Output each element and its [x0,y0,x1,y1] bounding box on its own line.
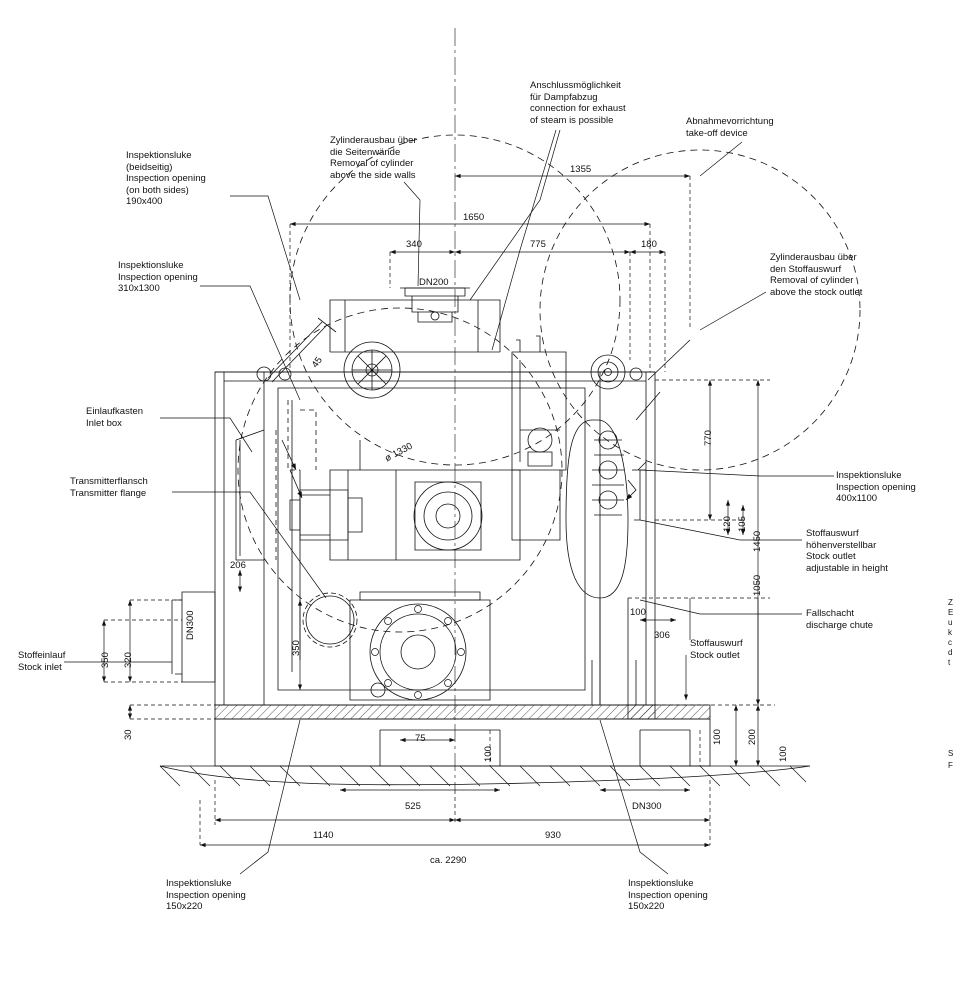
label-cylinder-removal-side-walls [330,135,417,181]
text-line: Stock outlet [690,649,740,661]
text-line: Inspektionsluke [836,470,902,481]
text-line: Stock outlet [806,551,856,562]
label-inspection-opening-both-sides [126,150,206,208]
text-line: Inspektionsluke [118,260,184,271]
label-take-off-device [686,116,774,139]
dim-350-inlet: 350 [100,652,111,668]
dim-100-chute: 100 [630,607,646,618]
label-inspection-opening-310x1300 [118,260,198,295]
text-line: Inspection opening [836,481,916,493]
text-line: Stoffauswurf [806,528,859,539]
text-line: Zylinderausbau über [770,252,857,263]
dim-100-right: 100 [712,729,723,745]
dim-340: 340 [406,239,422,250]
text-line: Inspection opening [166,889,246,901]
dim-206: 206 [230,560,246,571]
dim-diameter-1330: ø 1330 [383,440,415,465]
label-stock-outlet [690,638,743,661]
dim-350-mid: 350 [291,640,302,656]
dim-200: 200 [747,729,758,745]
text-line: of steam is possible [530,114,614,126]
text-line: k [948,628,952,637]
dim-1650: 1650 [463,212,485,223]
text-line: Inspection opening [118,271,198,283]
text-line: 150x220 [166,901,203,912]
text-line: Einlaufkasten [86,406,144,417]
text-line: take-off device [686,127,748,139]
label-inlet-box [86,406,143,429]
text-line: die Seitenwände [330,146,401,158]
dim-75: 75 [415,733,426,744]
text-line: Inspection opening [628,889,708,901]
label-inspection-opening-150x220-left [166,878,246,913]
dim-120: 120 [722,516,733,532]
text-line: Z [948,598,953,607]
label-transmitter-flange [70,476,148,499]
label-inspection-opening-150x220-right [628,878,708,913]
dim-dn200-top: DN200 [419,277,449,288]
text-line: connection for exhaust [530,103,626,114]
text-line: Stoffeinlauf [18,650,66,661]
text-line: Stoffauswurf [690,638,743,649]
label-inspection-opening-400x1100 [836,470,916,505]
text-line: F [948,761,953,770]
dim-30: 30 [123,729,134,740]
text-line: above the stock outlet [770,286,863,298]
dim-180: 180 [641,239,657,250]
dim-dn300-bottom: DN300 [632,801,662,812]
dim-45: 45 [309,355,325,370]
text-line: Zylinderausbau über [330,135,417,146]
dim-1050: 1050 [752,574,763,596]
text-line: den Stoffauswurf [770,263,842,275]
text-line: c [948,638,952,647]
dim-100-base: 100 [483,746,494,762]
dim-1140: 1140 [313,830,334,841]
text-line: Anschlussmöglichkeit [530,80,621,91]
label-right-margin-note-top [948,598,953,668]
text-line: E [948,608,954,617]
label-stock-inlet [18,650,65,673]
text-line: above the side walls [330,169,416,181]
text-line: Abnahmevorrichtung [686,116,774,127]
text-line: 310x1300 [118,283,160,294]
text-line: Removal of cylinder [770,275,854,286]
text-line: discharge chute [806,619,874,631]
label-cylinder-removal-stock-outlet [770,252,862,298]
text-line: (beidseitig) [126,161,173,173]
dim-1450: 1450 [752,530,763,552]
dim-525: 525 [405,801,421,812]
text-line: adjustable in height [806,562,888,574]
text-line: Transmitter flange [70,487,147,499]
dim-dn300-left: DN300 [185,610,196,640]
text-line: Inspection opening [126,173,206,184]
text-line: 400x1100 [836,493,878,504]
text-line: Inspektionsluke [166,878,232,889]
text-line: Stock inlet [18,661,62,673]
dim-100-lower-right: 100 [778,746,789,762]
dim-770: 770 [703,430,714,446]
text-line: für Dampfabzug [530,91,598,103]
dim-ca-2290: ca. 2290 [430,855,467,866]
text-line: t [948,658,951,667]
text-line: Inspektionsluke [126,150,192,161]
dim-320: 320 [123,652,134,668]
text-line: Removal of cylinder [330,158,414,169]
dim-775: 775 [530,239,546,250]
dim-306: 306 [654,630,670,641]
text-line: (on both sides) [126,184,189,196]
text-line: Transmitterflansch [70,476,148,487]
dim-1355: 1355 [570,164,592,175]
text-line: S [948,749,954,758]
text-line: Fallschacht [806,608,855,619]
text-line: 190x400 [126,196,163,207]
text-line: höhenverstellbar [806,539,877,551]
label-discharge-chute [806,608,873,631]
label-stock-outlet-adjustable [806,528,888,574]
text-line: Inlet box [86,417,122,429]
text-line: 150x220 [628,901,665,912]
text-line: Inspektionsluke [628,878,694,889]
dim-930: 930 [545,830,561,841]
dim-105: 105 [737,516,748,532]
label-exhaust-steam-connection [530,80,626,126]
text-line: d [948,648,953,657]
label-right-margin-note-bottom [948,748,953,772]
text-line: u [948,618,953,627]
